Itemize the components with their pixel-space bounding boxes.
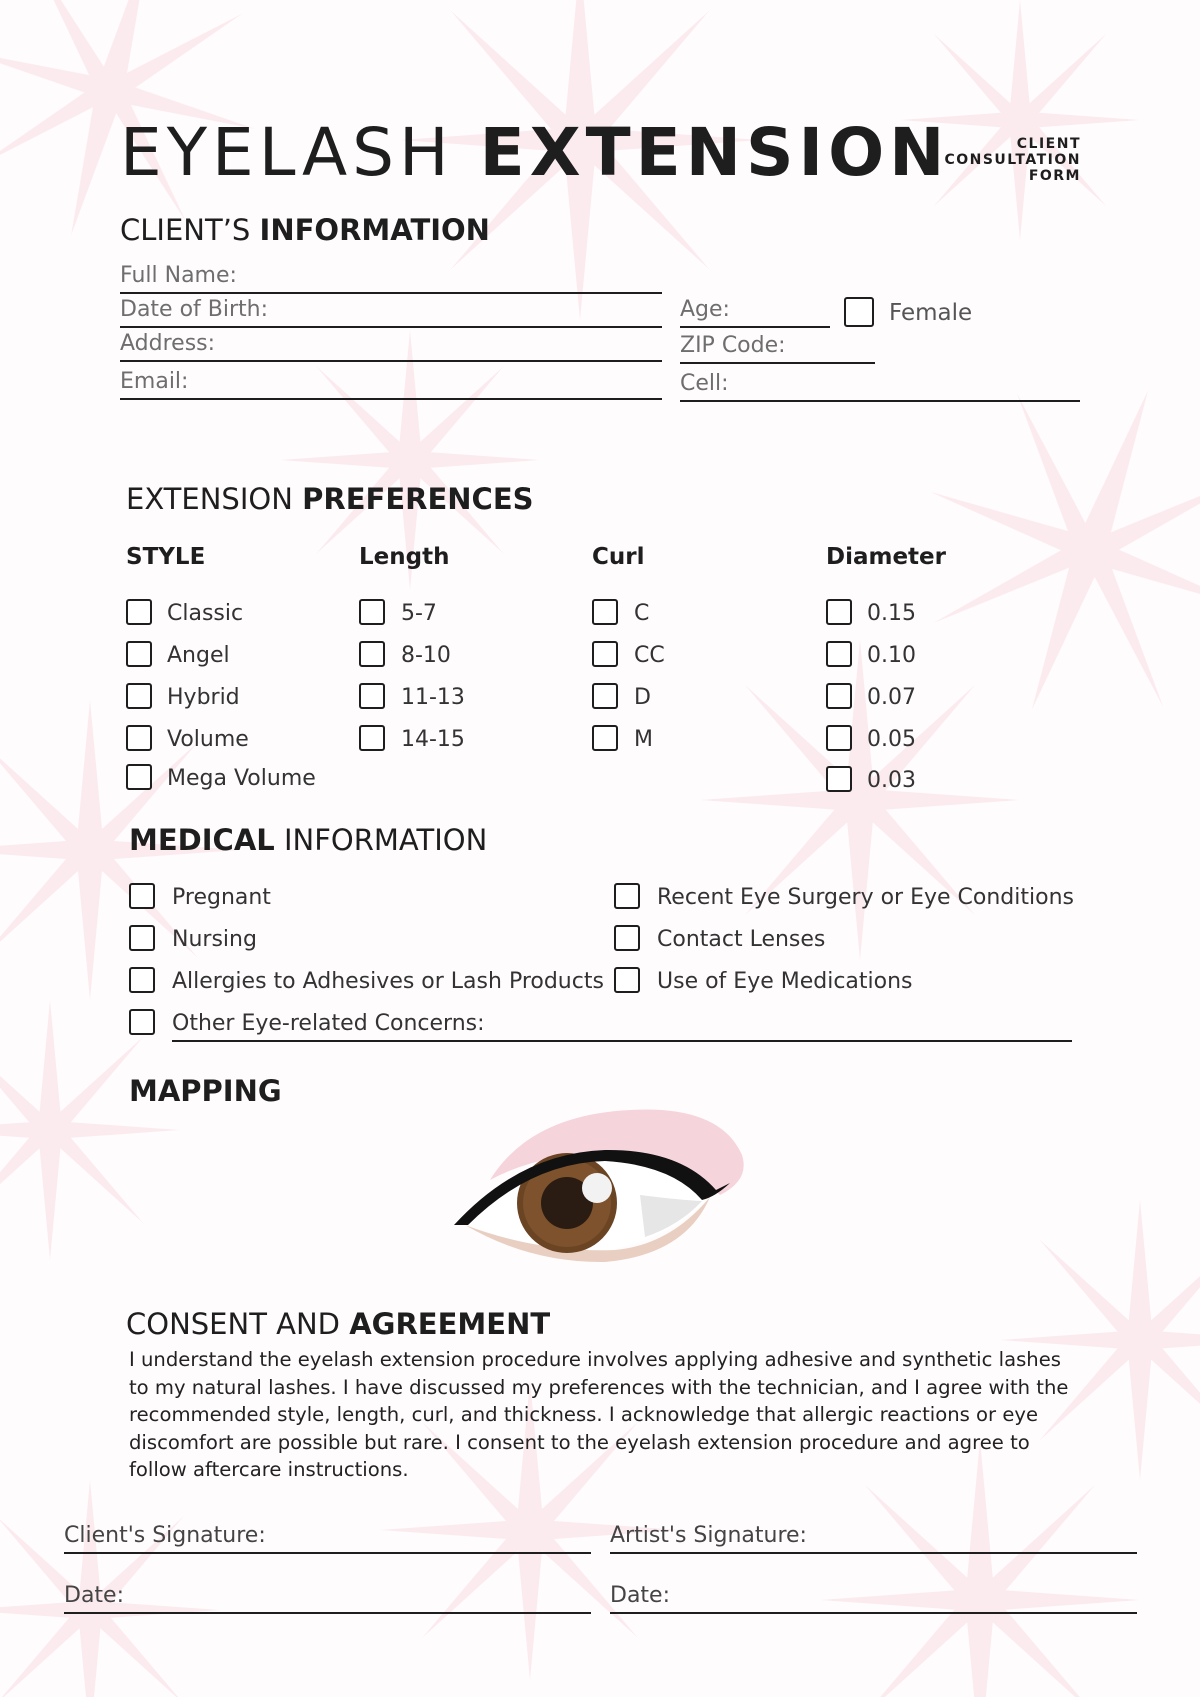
subtitle-line: FORM [1028,168,1081,184]
curl-m-checkbox[interactable] [592,725,618,751]
mapping-heading: MAPPING [129,1074,282,1108]
client-date-label: Date: [64,1583,124,1608]
style-angel-label: Angel [167,643,230,668]
heading-light: EXTENSION [126,482,293,516]
style-angel-checkbox[interactable] [126,641,152,667]
style-hybrid-checkbox[interactable] [126,683,152,709]
curl-c-label: C [634,601,650,626]
cell-label: Cell: [680,371,729,396]
client-date-field[interactable] [64,1580,591,1614]
diameter-0-07-checkbox[interactable] [826,683,852,709]
recent-eye-surgery-label: Recent Eye Surgery or Eye Conditions [657,885,1074,910]
diameter-0-05-checkbox[interactable] [826,725,852,751]
length-14-15-checkbox[interactable] [359,725,385,751]
artist-signature-field[interactable] [610,1520,1137,1554]
diameter-0-15-checkbox[interactable] [826,599,852,625]
allergies-checkbox[interactable] [129,967,155,993]
zip-code-label: ZIP Code: [680,333,786,358]
length-column-title: Length [359,544,450,570]
client-info-heading [120,213,490,247]
style-classic-label: Classic [167,601,244,626]
eye-medications-label: Use of Eye Medications [657,969,913,994]
subtitle-line: CONSULTATION [944,152,1081,168]
full-name-field[interactable] [120,262,662,294]
age-field[interactable] [680,296,830,328]
length-5-7-label: 5-7 [401,601,437,626]
heading-light: INFORMATION [283,823,488,857]
eye-mapping-illustration [440,1105,760,1265]
address-label: Address: [120,331,216,356]
form-subtitle [900,136,1081,184]
recent-eye-surgery-checkbox[interactable] [614,883,640,909]
length-11-13-label: 11-13 [401,685,465,710]
curl-cc-checkbox[interactable] [592,641,618,667]
address-field[interactable] [120,330,662,362]
client-signature-label: Client's Signature: [64,1523,266,1548]
diameter-column-title: Diameter [826,544,946,570]
diameter-0-10-label: 0.10 [867,643,916,668]
diameter-0-10-checkbox[interactable] [826,641,852,667]
heading-bold: MEDICAL [129,823,275,857]
subtitle-line: CLIENT [1016,136,1081,152]
curl-d-label: D [634,685,651,710]
heading-bold: INFORMATION [259,213,490,247]
allergies-label: Allergies to Adhesives or Lash Products [172,969,604,994]
style-volume-checkbox[interactable] [126,725,152,751]
style-classic-checkbox[interactable] [126,599,152,625]
curl-m-label: M [634,727,653,752]
other-concerns-checkbox[interactable] [129,1009,155,1035]
pregnant-checkbox[interactable] [129,883,155,909]
other-concerns-label: Other Eye-related Concerns: [172,1011,485,1036]
length-5-7-checkbox[interactable] [359,599,385,625]
nursing-label: Nursing [172,927,257,952]
pregnant-label: Pregnant [172,885,271,910]
heading-bold: AGREEMENT [349,1307,551,1341]
consent-body-text: I understand the eyelash extension procedure involves applying adhesive and synthetic lashes to my natural lashes. I have discussed my preferences with the technician, and I agree with the recommended style, length, curl, and thickness. I acknowledge that allergic reactions or eye discomfort are possible but rare. I consent to the eyelash extension procedure and agree to follow aftercare instructions. [129,1348,1069,1481]
preferences-heading [126,482,534,516]
diameter-0-05-label: 0.05 [867,727,916,752]
curl-d-checkbox[interactable] [592,683,618,709]
style-mega-volume-checkbox[interactable] [126,764,152,790]
artist-date-field[interactable] [610,1580,1137,1614]
cell-field[interactable] [680,370,1080,402]
curl-c-checkbox[interactable] [592,599,618,625]
length-11-13-checkbox[interactable] [359,683,385,709]
nursing-checkbox[interactable] [129,925,155,951]
medical-heading [129,823,488,857]
style-mega-volume-label: Mega Volume [167,766,316,791]
heading-bold: PREFERENCES [302,482,534,516]
length-8-10-checkbox[interactable] [359,641,385,667]
diameter-0-07-label: 0.07 [867,685,916,710]
female-label: Female [889,300,973,326]
zip-code-field[interactable] [680,332,875,364]
curl-cc-label: CC [634,643,665,668]
diameter-0-03-label: 0.03 [867,768,916,793]
heading-light: CONSENT AND [126,1307,340,1341]
email-label: Email: [120,369,189,394]
heading-light: CLIENT’S [120,213,251,247]
full-name-label: Full Name: [120,263,237,288]
date-of-birth-label: Date of Birth: [120,297,269,322]
client-signature-field[interactable] [64,1520,591,1554]
diameter-0-15-label: 0.15 [867,601,916,626]
contact-lenses-label: Contact Lenses [657,927,826,952]
date-of-birth-field[interactable] [120,296,662,328]
eye-medications-checkbox[interactable] [614,967,640,993]
length-14-15-label: 14-15 [401,727,465,752]
title-light: EYELASH [120,114,454,191]
form-title [120,114,950,191]
title-bold: EXTENSION [479,114,950,191]
female-checkbox[interactable] [844,297,874,327]
artist-date-label: Date: [610,1583,670,1608]
style-hybrid-label: Hybrid [167,685,240,710]
diameter-0-03-checkbox[interactable] [826,766,852,792]
artist-signature-label: Artist's Signature: [610,1523,807,1548]
consent-heading [126,1307,551,1341]
other-concerns-field[interactable] [172,1010,1072,1042]
contact-lenses-checkbox[interactable] [614,925,640,951]
curl-column-title: Curl [592,544,645,570]
email-field[interactable] [120,368,662,400]
style-volume-label: Volume [167,727,249,752]
length-8-10-label: 8-10 [401,643,451,668]
age-label: Age: [680,297,730,322]
style-column-title: STYLE [126,544,206,570]
